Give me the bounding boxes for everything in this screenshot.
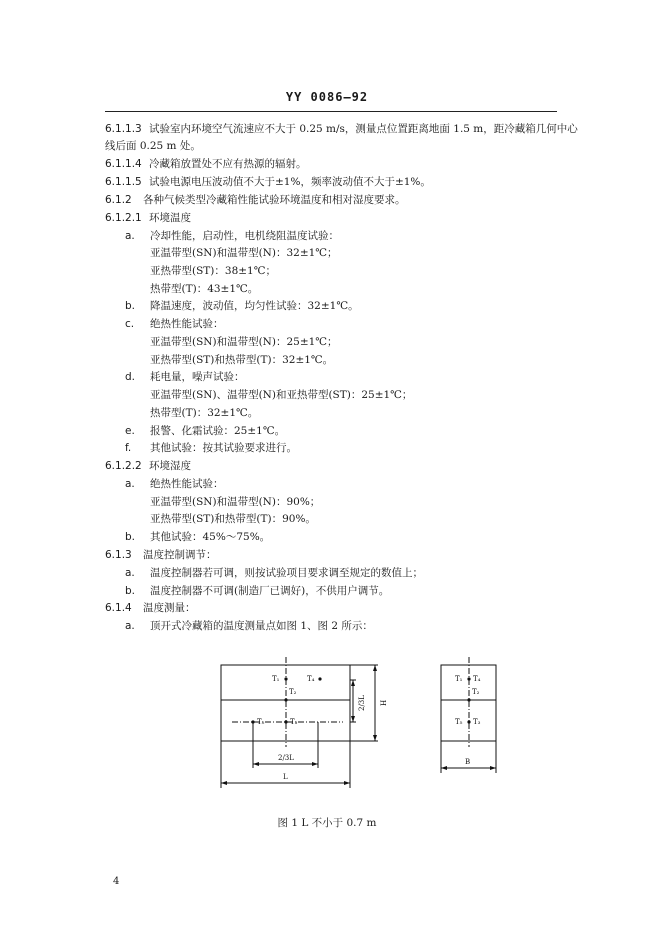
- right-label-dim-b: B: [465, 758, 471, 766]
- clause-text: 试验室内环境空气流速应不大于 0.25 m/s，测量点位置距离地面 1.5 m，距冷藏箱几何中心: [149, 123, 578, 135]
- clause-number: a.: [125, 620, 135, 632]
- clause-number: b.: [125, 531, 136, 543]
- clause-text: 温度控制调节：: [143, 549, 217, 561]
- clause-number: 6.1.1.5: [105, 176, 142, 188]
- clause-text: 其他试验：45%～75%。: [150, 531, 271, 543]
- clause-number: 6.1.3: [105, 549, 132, 561]
- clause-number: a.: [125, 478, 135, 490]
- right-label-t2: T₂: [472, 688, 480, 696]
- clause-text: 试验电源电压波动值不大于±1%，频率波动值不大于±1%。: [149, 176, 431, 188]
- clause-text: 亚热带型(ST)：38±1℃；: [150, 265, 276, 277]
- clause-number: 6.1.4: [105, 602, 132, 614]
- clause-number: 6.1.2.2: [105, 460, 142, 472]
- label-t4: T₄: [307, 675, 315, 683]
- clause-number: b.: [125, 300, 136, 312]
- clause-number: a.: [125, 567, 135, 579]
- label-t5: T₅: [257, 718, 265, 726]
- figure-caption: 图 1 L 不小于 0.7 m: [277, 817, 377, 829]
- clause-text: 各种气候类型冷藏箱性能试验环境温度和相对湿度要求。: [143, 194, 406, 206]
- clause-text: 冷却性能，启动性，电机绕阻温度试验：: [150, 230, 339, 242]
- label-t1: T₁: [272, 675, 280, 683]
- clause-text: 环境湿度: [149, 460, 191, 472]
- clause-number: e.: [125, 425, 135, 437]
- point-t3: [284, 720, 287, 723]
- clause-text: 亚温带型(SN)、温带型(N)和亚热带型(ST)：25±1℃；: [150, 389, 413, 401]
- clause-text: 降温速度，波动值，均匀性试验：32±1℃。: [150, 300, 359, 312]
- clause-text: 顶开式冷藏箱的温度测量点如图 1、图 2 所示：: [150, 620, 373, 632]
- label-dim-2-3l-vertical: 2/3L: [358, 695, 366, 711]
- label-dim-h: H: [380, 699, 388, 706]
- clause-text: 温度控制器若可调，则按试验项目要求调至规定的数值上；: [150, 567, 423, 579]
- clause-number: 6.1.2.1: [105, 212, 142, 224]
- point-t5: [251, 720, 254, 723]
- clause-number: 6.1.1.4: [105, 158, 142, 170]
- right-point-t1: [467, 677, 470, 680]
- right-label-t5: T₅: [455, 718, 463, 726]
- clause-number: d.: [125, 371, 136, 383]
- right-label-t1: T₁: [455, 675, 463, 683]
- right-point-t3: [467, 720, 470, 723]
- point-t4: [318, 677, 321, 680]
- clause-text: 亚温带型(SN)和温带型(N)：25±1℃；: [150, 336, 338, 348]
- label-t2: T₂: [289, 688, 297, 696]
- clause-text: 亚温带型(SN)和温带型(N)：32±1℃；: [150, 247, 338, 259]
- clause-text: 冷藏箱放置处不应有热源的辐射。: [149, 158, 307, 170]
- clause-text: 温度测量：: [143, 602, 196, 614]
- clause-number: a.: [125, 230, 135, 242]
- clause-text: 耗电量，噪声试验：: [150, 371, 245, 383]
- right-label-t3: T₃: [473, 718, 481, 726]
- clause-text: 亚热带型(ST)和热带型(T)：90%。: [150, 513, 316, 525]
- clause-text: 环境温度: [149, 212, 191, 224]
- clause-text: 热带型(T)：32±1℃。: [150, 407, 259, 419]
- clause-number: b.: [125, 585, 136, 597]
- clause-text: 报警、化霜试验：25±1℃。: [150, 425, 286, 437]
- point-t1: [284, 677, 287, 680]
- clause-text: 亚热带型(ST)和热带型(T)：32±1℃。: [150, 354, 334, 366]
- right-point-t2: [467, 698, 470, 701]
- clause-text: 亚温带型(SN)和温带型(N)：90%；: [150, 496, 321, 508]
- clause-text: 绝热性能试验：: [150, 318, 224, 330]
- label-dim-2-3l-horizontal: 2/3L: [278, 754, 294, 762]
- label-dim-l: L: [283, 773, 288, 781]
- clause-text: 热带型(T)：43±1℃。: [150, 283, 259, 295]
- clause-number: 6.1.2: [105, 194, 132, 206]
- point-t2: [284, 698, 287, 701]
- clause-number: c.: [125, 318, 135, 330]
- clause-text: 其他试验：按其试验要求进行。: [150, 442, 297, 454]
- document-header: YY 0086—92: [285, 90, 369, 104]
- clause-number: f.: [125, 442, 132, 454]
- clause-text: 绝热性能试验：: [150, 478, 224, 490]
- clause-number: 6.1.1.3: [105, 123, 142, 135]
- right-label-t4: T₄: [473, 675, 481, 683]
- label-t3: T₃: [290, 718, 298, 726]
- page-number: 4: [113, 876, 120, 887]
- clause-text: 温度控制器不可调(制造厂已调好)，不供用户调节。: [150, 585, 390, 597]
- clause-text: 线后面 0.25 m 处。: [105, 140, 201, 152]
